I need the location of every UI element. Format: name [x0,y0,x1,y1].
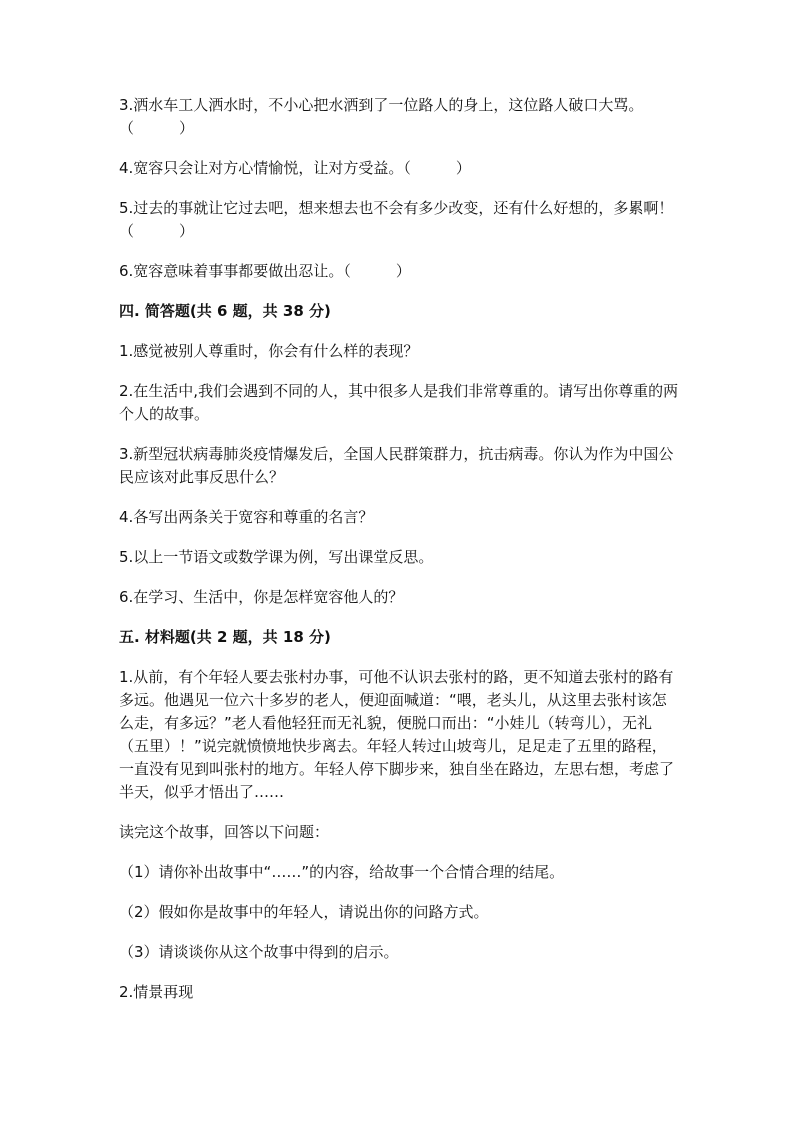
section-heading-short-answer: 四. 简答题(共 6 题，共 38 分) [119,302,331,320]
short-answer-3: 3.新型冠状病毒肺炎疫情爆发后，全国人民群策群力，抗击病毒。你认为作为中国公民应该对此事反思什么？ [119,445,674,486]
question-4: 4.宽容只会让对方心情愉悦，让对方受益。（ ） [119,159,471,177]
short-answer-5: 5.以上一节语文或数学课为例，写出课堂反思。 [119,548,434,566]
short-answer-6: 6.在学习、生活中，你是怎样宽容他人的？ [119,588,404,606]
question-6: 6.宽容意味着事事都要做出忍让。（ ） [119,262,411,280]
material-1-sub-1: （1）请你补出故事中“……”的内容，给故事一个合情合理的结尾。 [119,863,565,881]
short-answer-2: 2.在生活中,我们会遇到不同的人，其中很多人是我们非常尊重的。请写出你尊重的两个人的故事。 [119,382,679,423]
material-2-title: 2.情景再现 [119,983,194,1001]
section-heading-material: 五. 材料题(共 2 题，共 18 分) [119,628,331,646]
material-1-prompt: 读完这个故事，回答以下问题： [119,823,330,841]
question-5: 5.过去的事就让它过去吧，想来想去也不会有多少改变，还有什么好想的，多累啊！（ ） [119,199,674,240]
material-1-story: 1.从前，有个年轻人要去张村办事，可他不认识去张村的路，更不知道去张村的路有多远。他遇见一位六十多岁的老人，便迎面喊道：“喂，老头儿，从这里去张村该怎么走，有多远？”老人看他轻狂而无礼貌，便脱口而出：“小娃儿（转弯儿），无礼（五里）！”说完就愤愤地快步离去。年轻人转过山坡弯儿，足足走了五里的路程，一直没有见到叫张村的地方。年轻人停下脚步来，独自坐在路边，左思右想，考虑了半天，似乎才悟出了…… [119,668,675,801]
material-1-sub-3: （3）请谈谈你从这个故事中得到的启示。 [119,943,399,961]
document-page [119,94,679,1004]
material-1-sub-2: （2）假如你是故事中的年轻人，请说出你的问路方式。 [119,903,489,921]
question-3: 3.洒水车工人洒水时，不小心把水洒到了一位路人的身上，这位路人破口大骂。（ ） [119,96,644,137]
short-answer-4: 4.各写出两条关于宽容和尊重的名言？ [119,508,374,526]
short-answer-1: 1.感觉被别人尊重时，你会有什么样的表现？ [119,342,419,360]
